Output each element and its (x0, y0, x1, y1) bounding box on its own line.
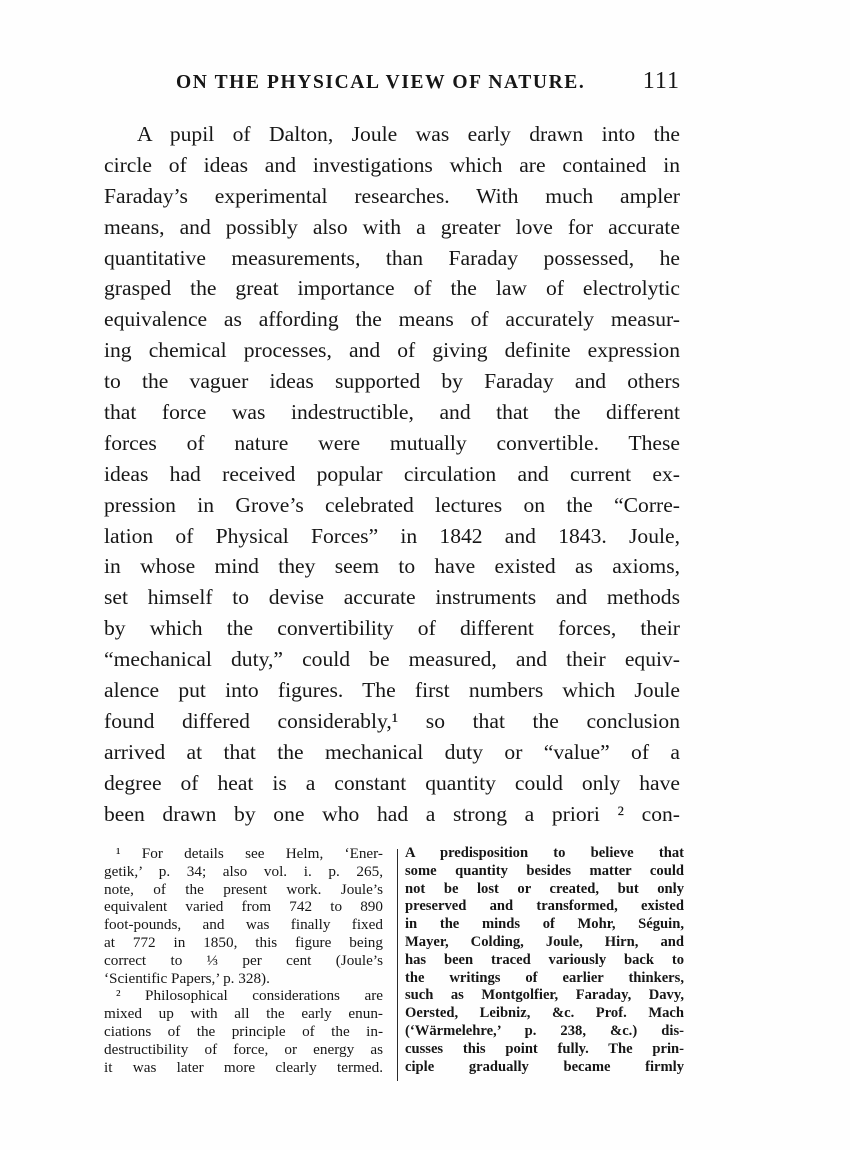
main-text (104, 119, 680, 829)
text-line: to the vaguer ideas supported by Faraday and others (104, 369, 680, 394)
footnote-line: note, of the present work. Joule’s (104, 880, 383, 898)
footnote-line: Oersted, Leibniz, &c. Prof. Mach (405, 1005, 684, 1022)
text-line: means, and possibly also with a greater love for accurate (104, 214, 680, 239)
text-line: found differed considerably,¹ so that the conclusion (104, 708, 680, 733)
footnote-line: at 772 in 1850, this figure being (104, 933, 383, 951)
text-line: that force was indestructible, and that the different (104, 400, 680, 425)
text-line: pression in Grove’s celebrated lectures on the “Corre- (104, 492, 680, 517)
text-line: degree of heat is a constant quantity could only have (104, 770, 680, 795)
footnote-line: destructibility of force, or energy as (104, 1040, 383, 1058)
footnote-line: equivalent varied from 742 to 890 (104, 898, 383, 916)
text-line: equivalence as affording the means of accurately measur- (104, 307, 680, 332)
text-line: been drawn by one who had a strong a priori ² con- (104, 801, 680, 826)
footnote-line: not be lost or created, but only (405, 880, 684, 897)
text-line: alence put into figures. The first numbers which Joule (104, 678, 680, 703)
text-line: circle of ideas and investigations which are contained in (104, 152, 680, 177)
footnote-column-left (104, 845, 383, 1076)
footnote-line: has been traced variously back to (405, 951, 684, 968)
footnote-line: the writings of earlier thinkers, (405, 969, 684, 986)
footnote-line: correct to ⅓ per cent (Joule’s (104, 951, 383, 969)
footnote-line: A predisposition to believe that (405, 845, 684, 861)
footnote-line: some quantity besides matter could (405, 862, 684, 879)
footnote-line: such as Montgolfier, Faraday, Davy, (405, 987, 684, 1004)
footnote-line: cusses this point fully. The prin- (405, 1040, 684, 1057)
text-line: ideas had received popular circulation and current ex- (104, 461, 680, 486)
text-line: quantitative measurements, than Faraday possessed, he (104, 245, 680, 270)
column-divider (397, 849, 398, 1081)
footnote-line: ciations of the principle of the in- (104, 1022, 383, 1040)
footnote-line: Mayer, Colding, Joule, Hirn, and (405, 933, 684, 950)
footnote-line: ciple gradually became firmly (405, 1058, 684, 1075)
footnote-line: it was later more clearly termed. (104, 1058, 383, 1076)
footnote-line: ² Philosophical considerations are (116, 987, 383, 1005)
text-line: in whose mind they seem to have existed as axioms, (104, 554, 680, 579)
footnote-line: mixed up with all the early enun- (104, 1005, 383, 1023)
text-line: by which the convertibility of different forces, their (104, 616, 680, 641)
footnote-line: ‘Scientific Papers,’ p. 328). (104, 969, 270, 987)
footnote-line: in the minds of Mohr, Séguin, (405, 916, 684, 933)
page-header (104, 68, 680, 102)
footnote-line: getik,’ p. 34; also vol. i. p. 265, (104, 862, 383, 880)
footnote-line: foot-pounds, and was finally fixed (104, 916, 383, 934)
footnote-line: ¹ For details see Helm, ‘Ener- (116, 845, 383, 862)
running-head: ON THE PHYSICAL VIEW OF NATURE. (176, 72, 586, 93)
text-line: A pupil of Dalton, Joule was early drawn into the (137, 122, 680, 146)
text-line: forces of nature were mutually convertible. These (104, 430, 680, 455)
text-line: ing chemical processes, and of giving definite expression (104, 338, 680, 363)
text-line: arrived at that the mechanical duty or “value” of a (104, 739, 680, 764)
footnote-line: (‘Wärmelehre,’ p. 238, &c.) dis- (405, 1022, 684, 1039)
text-line: “mechanical duty,” could be measured, and their equiv- (104, 647, 680, 672)
text-line: lation of Physical Forces” in 1842 and 1843. Joule, (104, 523, 680, 548)
page-number: 111 (642, 68, 680, 94)
footnote-line: preserved and transformed, existed (405, 898, 684, 915)
text-line: grasped the great importance of the law of electrolytic (104, 276, 680, 301)
text-line: set himself to devise accurate instruments and methods (104, 585, 680, 610)
text-line: Faraday’s experimental researches. With much ampler (104, 183, 680, 208)
footnote-column-right (405, 845, 684, 1076)
